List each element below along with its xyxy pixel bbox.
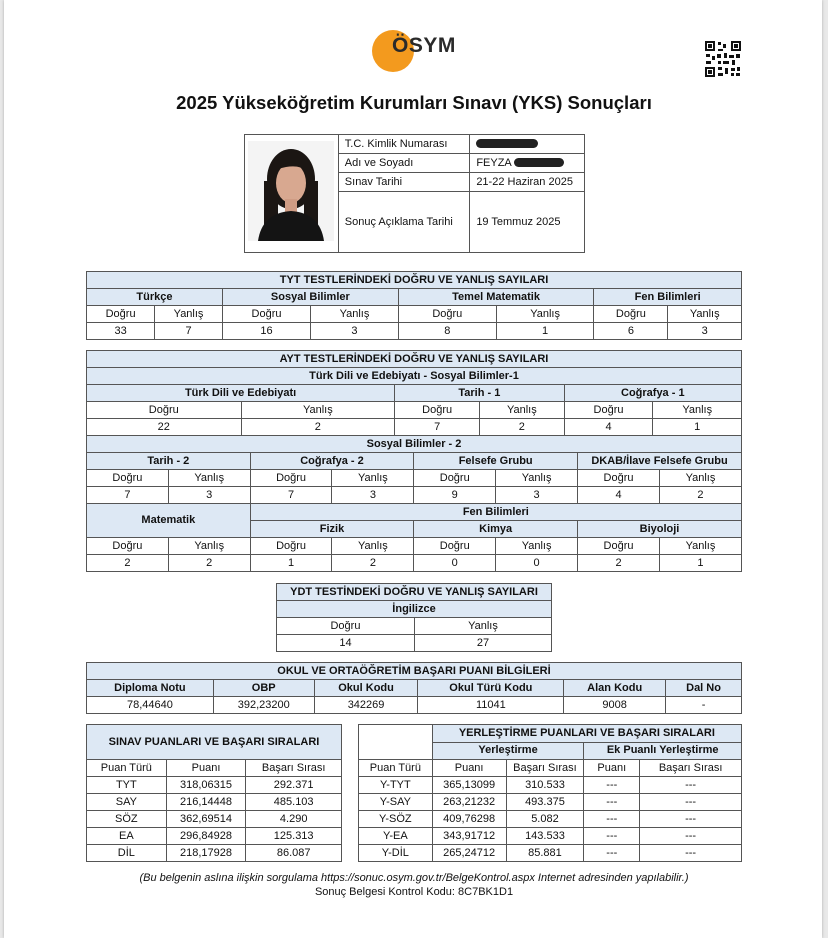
- rank-value: 310.533: [506, 777, 584, 794]
- table-row: [87, 828, 342, 845]
- extra-rank-value: ---: [640, 794, 742, 811]
- ayt-yanlis-value: 3: [332, 487, 414, 504]
- ayt-group1-title: Türk Dili ve Edebiyatı - Sosyal Bilimler-1: [87, 368, 742, 385]
- extra-rank-value: ---: [640, 845, 742, 862]
- ayt-subject: Biyoloji: [578, 521, 742, 538]
- placement-corner: [359, 725, 433, 760]
- score-type: Y-SAY: [359, 794, 433, 811]
- ayt-subject: Türk Dili ve Edebiyatı: [87, 385, 395, 402]
- tyt-table: [86, 271, 742, 340]
- score-header: Puan Türü: [87, 760, 167, 777]
- ydt-dogru-value: 14: [277, 635, 415, 652]
- ayt-dogru-value: 7: [250, 487, 332, 504]
- score-type: SÖZ: [87, 811, 167, 828]
- exam-date-label: Sınav Tarihi: [338, 173, 470, 192]
- tyt-dogru-value: 6: [594, 323, 668, 340]
- logo-text: ÖSYM: [392, 34, 456, 57]
- col-yanlis: Yanlış: [496, 538, 578, 555]
- col-dogru: Doğru: [250, 470, 332, 487]
- rank-value: 485.103: [246, 794, 342, 811]
- ayt-yanlis-value: 3: [496, 487, 578, 504]
- score-value: 343,91712: [432, 828, 506, 845]
- score-value: 265,24712: [432, 845, 506, 862]
- extra-rank-value: ---: [640, 811, 742, 828]
- col-dogru: Doğru: [277, 618, 415, 635]
- tyt-subject: Fen Bilimleri: [594, 289, 742, 306]
- result-date-label: Sonuç Açıklama Tarihi: [338, 192, 470, 253]
- col-yanlis: Yanlış: [496, 306, 594, 323]
- col-yanlis: Yanlış: [311, 306, 399, 323]
- fen-yanlis-value: 2: [332, 555, 414, 572]
- col-yanlis: Yanlış: [480, 402, 564, 419]
- extra-score-value: ---: [584, 845, 640, 862]
- ydt-yanlis-value: 27: [414, 635, 551, 652]
- extra-score-value: ---: [584, 828, 640, 845]
- fen-title: Fen Bilimleri: [250, 504, 741, 521]
- col-yanlis: Yanlış: [659, 538, 741, 555]
- control-code: Sonuç Belgesi Kontrol Kodu: 8C7BK1D1: [314, 886, 514, 898]
- ayt-subject: Tarih - 1: [395, 385, 564, 402]
- name-label: Adı ve Soyadı: [338, 154, 470, 173]
- rank-value: 86.087: [246, 845, 342, 862]
- ayt-subject: Felsefe Grubu: [414, 453, 578, 470]
- tyt-subject: Sosyal Bilimler: [222, 289, 398, 306]
- ayt-subject: DKAB/İlave Felsefe Grubu: [578, 453, 742, 470]
- ayt-yanlis-value: 2: [241, 419, 395, 436]
- extra-rank-value: ---: [640, 777, 742, 794]
- ayt-subject: Coğrafya - 2: [250, 453, 414, 470]
- table-row: [359, 794, 742, 811]
- fen-dogru-value: 1: [250, 555, 332, 572]
- rank-value: 125.313: [246, 828, 342, 845]
- score-header: Puanı: [166, 760, 246, 777]
- col-yanlis: Yanlış: [332, 470, 414, 487]
- table-row: [87, 845, 342, 862]
- tyt-dogru-value: 8: [398, 323, 496, 340]
- score-header: Başarı Sırası: [246, 760, 342, 777]
- fen-dogru-value: 0: [414, 555, 496, 572]
- col-yanlis: Yanlış: [496, 470, 578, 487]
- school-header: Alan Kodu: [564, 680, 666, 697]
- surname-redaction: [514, 158, 564, 167]
- score-value: 216,14448: [166, 794, 246, 811]
- col-dogru: Doğru: [564, 402, 653, 419]
- verification-note: (Bu belgenin aslına ilişkin sorgulama https://sonuc.osym.gov.tr/BelgeKontrol.aspx Internet adresinden yapılabilir.): [139, 872, 689, 884]
- fen-yanlis-value: 1: [659, 555, 741, 572]
- col-dogru: Doğru: [594, 306, 668, 323]
- tyt-dogru-value: 33: [87, 323, 155, 340]
- table-row: [359, 845, 742, 862]
- page-title: 2025 Yükseköğretim Kurumları Sınavı (YKS) Sonuçları: [176, 92, 652, 113]
- score-type: Y-SÖZ: [359, 811, 433, 828]
- extra-score-value: ---: [584, 794, 640, 811]
- score-value: 263,21232: [432, 794, 506, 811]
- ayt-dogru-value: 4: [564, 419, 653, 436]
- school-title: OKUL VE ORTAÖĞRETİM BAŞARI PUANI BİLGİLERİ: [87, 663, 742, 680]
- tyt-yanlis-value: 3: [311, 323, 399, 340]
- placement-scores-table: [358, 724, 742, 862]
- tyt-yanlis-value: 7: [155, 323, 223, 340]
- school-value: -: [666, 697, 742, 714]
- exam-scores-table: [86, 724, 342, 862]
- table-row: [359, 811, 742, 828]
- school-header: Dal No: [666, 680, 742, 697]
- col-yanlis: Yanlış: [659, 470, 741, 487]
- ayt-yanlis-value: 2: [659, 487, 741, 504]
- placement-title: YERLEŞTİRME PUANLARI VE BAŞARI SIRALARI: [432, 725, 741, 743]
- school-header: Okul Kodu: [314, 680, 418, 697]
- score-value: 218,17928: [166, 845, 246, 862]
- score-type: Y-EA: [359, 828, 433, 845]
- qr-code-icon: [704, 40, 742, 78]
- score-value: 318,06315: [166, 777, 246, 794]
- extra-score-value: ---: [584, 811, 640, 828]
- ydt-subject: İngilizce: [277, 601, 552, 618]
- placement-header: Başarı Sırası: [506, 760, 584, 777]
- col-yanlis: Yanlış: [668, 306, 742, 323]
- fen-yanlis-value: 0: [496, 555, 578, 572]
- score-type: Y-DİL: [359, 845, 433, 862]
- rank-value: 493.375: [506, 794, 584, 811]
- ayt-yanlis-value: 2: [480, 419, 564, 436]
- score-value: 365,13099: [432, 777, 506, 794]
- col-dogru: Doğru: [414, 538, 496, 555]
- ayt-subject: Kimya: [414, 521, 578, 538]
- ayt-dogru-value: 22: [87, 419, 242, 436]
- score-type: Y-TYT: [359, 777, 433, 794]
- table-row: [359, 777, 742, 794]
- ayt-dogru-value: 7: [87, 487, 169, 504]
- placement-header: Puan Türü: [359, 760, 433, 777]
- school-info-table: [86, 662, 742, 714]
- col-dogru: Doğru: [395, 402, 480, 419]
- candidate-photo: [248, 141, 334, 241]
- tc-value: [470, 135, 585, 154]
- school-value: 9008: [564, 697, 666, 714]
- tc-redaction: [476, 139, 538, 148]
- candidate-info-table: [244, 134, 585, 253]
- col-dogru: Doğru: [222, 306, 310, 323]
- ayt-title: AYT TESTLERİNDEKİ DOĞRU VE YANLIŞ SAYILARI: [87, 351, 742, 368]
- placement-header: Puanı: [584, 760, 640, 777]
- exam-scores-title: SINAV PUANLARI VE BAŞARI SIRALARI: [87, 725, 342, 760]
- score-type: TYT: [87, 777, 167, 794]
- school-header: OBP: [213, 680, 314, 697]
- placement-group: Yerleştirme: [432, 742, 584, 760]
- math-dogru-value: 2: [87, 555, 169, 572]
- school-value: 392,23200: [213, 697, 314, 714]
- tc-label: T.C. Kimlik Numarası: [338, 135, 470, 154]
- school-header: Diploma Notu: [87, 680, 214, 697]
- placement-header: Başarı Sırası: [640, 760, 742, 777]
- col-dogru: Doğru: [87, 402, 242, 419]
- rank-value: 143.533: [506, 828, 584, 845]
- rank-value: 85.881: [506, 845, 584, 862]
- col-yanlis: Yanlış: [155, 306, 223, 323]
- col-dogru: Doğru: [87, 306, 155, 323]
- table-row: [359, 828, 742, 845]
- col-yanlis: Yanlış: [241, 402, 395, 419]
- ayt-dogru-value: 7: [395, 419, 480, 436]
- table-row: [87, 777, 342, 794]
- ydt-table: [276, 583, 552, 652]
- table-row: [87, 811, 342, 828]
- score-type: EA: [87, 828, 167, 845]
- col-dogru: Doğru: [578, 470, 660, 487]
- col-yanlis: Yanlış: [653, 402, 742, 419]
- ayt-yanlis-value: 1: [653, 419, 742, 436]
- col-dogru: Doğru: [87, 538, 169, 555]
- ayt-dogru-value: 9: [414, 487, 496, 504]
- exam-date-value: 21-22 Haziran 2025: [470, 173, 585, 192]
- ayt-subject: Tarih - 2: [87, 453, 251, 470]
- rank-value: 292.371: [246, 777, 342, 794]
- table-row: [87, 794, 342, 811]
- extra-score-value: ---: [584, 777, 640, 794]
- math-yanlis-value: 2: [168, 555, 250, 572]
- ayt-subject: Coğrafya - 1: [564, 385, 741, 402]
- score-value: 296,84928: [166, 828, 246, 845]
- osym-logo: [370, 28, 490, 74]
- col-dogru: Doğru: [250, 538, 332, 555]
- school-value: 78,44640: [87, 697, 214, 714]
- col-dogru: Doğru: [398, 306, 496, 323]
- tyt-title: TYT TESTLERİNDEKİ DOĞRU VE YANLIŞ SAYILARI: [87, 272, 742, 289]
- extra-placement-group: Ek Puanlı Yerleştirme: [584, 742, 742, 760]
- school-value: 11041: [418, 697, 564, 714]
- ayt-dogru-value: 4: [578, 487, 660, 504]
- tyt-subject: Temel Matematik: [398, 289, 594, 306]
- result-date-value: 19 Temmuz 2025: [470, 192, 585, 253]
- tyt-yanlis-value: 1: [496, 323, 594, 340]
- school-header: Okul Türü Kodu: [418, 680, 564, 697]
- col-yanlis: Yanlış: [414, 618, 551, 635]
- school-value: 342269: [314, 697, 418, 714]
- rank-value: 5.082: [506, 811, 584, 828]
- tyt-yanlis-value: 3: [668, 323, 742, 340]
- col-yanlis: Yanlış: [332, 538, 414, 555]
- score-value: 409,76298: [432, 811, 506, 828]
- tyt-subject: Türkçe: [87, 289, 223, 306]
- col-dogru: Doğru: [87, 470, 169, 487]
- ayt-yanlis-value: 3: [168, 487, 250, 504]
- placement-header: Puanı: [432, 760, 506, 777]
- ayt-table-group1: [86, 350, 742, 436]
- col-yanlis: Yanlış: [168, 538, 250, 555]
- ayt-group2-title: Sosyal Bilimler - 2: [87, 436, 742, 453]
- col-yanlis: Yanlış: [168, 470, 250, 487]
- rank-value: 4.290: [246, 811, 342, 828]
- name-value: FEYZA: [470, 154, 585, 173]
- ydt-title: YDT TESTİNDEKİ DOĞRU VE YANLIŞ SAYILARI: [277, 584, 552, 601]
- score-value: 362,69514: [166, 811, 246, 828]
- score-type: DİL: [87, 845, 167, 862]
- score-type: SAY: [87, 794, 167, 811]
- ayt-table-group2: [86, 435, 742, 572]
- extra-rank-value: ---: [640, 828, 742, 845]
- col-dogru: Doğru: [414, 470, 496, 487]
- tyt-dogru-value: 16: [222, 323, 310, 340]
- col-dogru: Doğru: [578, 538, 660, 555]
- math-title: Matematik: [87, 504, 251, 538]
- fen-dogru-value: 2: [578, 555, 660, 572]
- ayt-subject: Fizik: [250, 521, 414, 538]
- photo-cell: [245, 135, 339, 253]
